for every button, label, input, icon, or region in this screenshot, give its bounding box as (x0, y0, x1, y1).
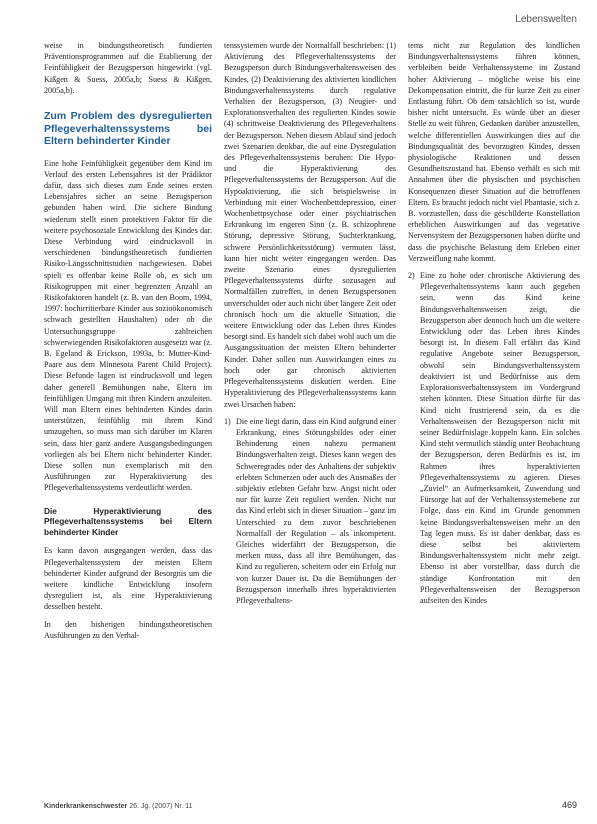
section-heading: Zum Problem des dysregulierten Pflegeverhaltenssystems bei Eltern behinderter Kinder (44, 110, 212, 148)
numbered-list (408, 270, 580, 606)
paragraph: tenssystemen wurde der Normalfall beschrieben: (1) Aktivierung des Pflegeverhaltenssystems der Bezugsperson durch Bindungsverhaltensweisen des Kindes, (2) Deaktivierung des aktivierten kindlichen Bindungsverhaltenssystems durch regulative Verhalten der Bezugsperson, (3) Neugier- und Explorationsverhalten des regulierten Kindes sowie (4) schrittweise Deaktivierung des Pflegeverhaltens der Bezugsperson. Neben diesem Ablauf sind jedoch zwei Szenarien denkbar, die auf eine Dysregulation des Pflegeverhaltenssystems beruhen: Die Hypo- und die Hyperaktivierung des Pflegeverhaltenssystems der Bezugsperson. Auf die Hypoaktivierung, die sich beispielsweise in Verbindung mit einer Wochenbettdepression, einer Wochenbettpsychose oder einer psychiatrischen Erkrankung im engeren Sinn (z. B. schizophrene Störung, depressive Störung, Suchterkrankung, schwere Persönlichkeitsstörung) vermuten lässt, kann hier nicht weiter eingegangen werden. Das zweite Szenario eines dysregulierten Pflegeverhaltenssystems dürfte sozusagen auf Normalfällen zutreffen, in denen Bezugspersonen unverschuldet oder auch nicht über längere Zeit oder chronisch hoch um die aktuelle Situation, die weitere Entwicklung oder das Leben ihres Kindes besorgt sind. Es handelt sich dabei wohl auch um die Ausgangssituation der meisten Eltern behinderter Kinder. Daher sollen nun Auswirkungen eines zu hoch oder gar chronisch aktivierten Pflegeverhaltenssystems diskutiert werden. Eine Hyperaktivierung des Pflegeverhaltenssystems kann zwei Ursachen haben: (224, 41, 396, 409)
article-body (44, 40, 580, 800)
list-item-text: Eine zu hohe oder chronische Aktivierung des Pflegeverhaltenssystems kann auch gegeben sein, wenn das Kind keine Bindungsverhaltensweisen zeigt, die Bezugsperson aber dennoch hoch um die weitere Entwicklung oder das Leben ihres Kindes besorgt ist. In diesem Fall erfährt das Kind regulative Angebote seiner Bezugsperson, obwohl sein Bindungsverhaltenssystem deaktiviert ist und Bedürfnisse aus dem Explorationsverhaltenssystem im Vordergrund stehen könnten. Diese Situation dürfte für das Kind nicht frustrierend sein, da es die Verhaltensweisen der Bezugsperson nicht mit seiner Bedürfnislage koppeln kann. Ein solches Kind steht vermutlich ständig unter Beobachtung der Bezugsperson, deren Bedürfnis es ist, im Rahmen ihres hyperaktivierten Pflegeverhaltenssystems zu agieren. Dieses „Zuviel“ an Aufmerksamkeit, Zuwendung und Fürsorge hat auf der Verhaltenssystemebene zur Folge, dass ein Kind im Grunde genommen keine Bindungsverhaltensweisen mehr an den Tag legen muss. Es ist daher denkbar, dass es diese selbst bei aktiviertem Bindungsverhaltenssystem nicht mehr zeigt. Ebenso ist aber vorstellbar, dass durch die ständige Konfrontation mit den Pflegeverhaltensweisen der Bezugsperson aufseiten des Kindes (420, 271, 580, 605)
list-item-text: Die eine liegt darin, dass ein Kind aufgrund einer Erkrankung, eines Störungsbildes oder einer Behinderung einen nahezu permanent Bindungsverhalten zeigt. Dieses kann wegen des Schweregrades oder des Anhaltens der subjektiv erlebten Schmerzen oder auch des Ausmaßes der subjektiv erlebten Gefahr bzw. Angst nicht oder nur für kurze Zeit reguliert werden. Nicht nur das Kind erlebt sich in dieser Situation – ganz im Unterschied zu dem zuvor beschriebenen Normalfall der Regulation – als inkompetent. Gleiches widerfährt der Bezugsperson, die merken muss, dass all ihre Bemühungen, das Kind zu regulieren, scheitern oder ein Erfolg nur von kurzer Dauer ist. Da die Bemühungen der Bezugsperson innerhalb ihres hyperaktivierten Pflegeverhaltens- (236, 416, 396, 605)
subsection-heading: Die Hyperaktivierung des Pflegeverhaltenssystems bei Eltern behinderter Kinder (44, 505, 212, 537)
paragraph: In den bisherigen bindungstheoretischen Ausführungen zu den Verhal- (44, 619, 212, 640)
column-3 (408, 40, 580, 800)
paragraph: Eine hohe Feinfühligkeit gegenüber dem Kind im Verlauf des ersten Lebensjahres ist der Prädiktor dafür, dass sich dieses zum Ende seines ersten Lebensjahres sicher an seine Bezugsperson gebunden haben wird. Die sichere Bindung wiederum stellt einen protektiven Faktor für die weitere psychosoziale Entwicklung des Kindes dar. Diese Verbindung wird eindrucksvoll in verschiedenen bindungstheoretisch fundierten Risiko-Längsschnittstudien nachgewiesen. Dabei spielt es offenbar keine Rolle ob, es sich um Risikogruppen mit einer begrenzten Anzahl an Risikofaktoren handelt (z. B. van den Boom, 1994, 1997: hochirritierbare Kinder aus sozioökonomisch schwach gestellten Haushalten) oder ob die Untersuchungsgruppe zahlreichen schwerwiegenden Risikofaktoren ausgesetzt war (z. B. Egeland & Erickson, 1993a, b: Mutter-Kind-Paare aus dem Minnesota Parent Child Project). Diese Befunde lagen ist eindrucksvoll und legen daher generell Bemühungen nahe, Eltern im feinfühligen Umgang mit ihren Kindern anzuleiten. Will man Eltern eines behinderten Kindes darin unterstützen, feinfühlig mit ihrem Kind umzugehen, so muss man sich darüber im Klaren sein, dass hier ganz andere Ausgangsbedingungen vorliegen als bei Eltern nicht behinderter Kinder. Diese sollen nun exemplarisch mit den Ausführungen zur Hyperaktivierung des Pflegeverhaltenssystems verdeutlicht werden. (44, 158, 212, 493)
paragraph: Es kann davon ausgegangen werden, dass das Pflegeverhaltenssystem der meisten Eltern behinderter Kinder aufgrund der Besorgnis um die weitere kindliche Entwicklung insofern dysreguliert ist, als eine Hyperaktivierung desselben besteht. (44, 546, 212, 612)
list-number: 1) (224, 416, 231, 426)
numbered-list (224, 416, 396, 606)
page-number: 469 (561, 800, 577, 810)
journal-citation (44, 803, 193, 810)
list-item (224, 416, 396, 606)
running-head: Lebenswelten (515, 14, 577, 25)
journal-issue: 26. Jg. (2007) Nr. 11 (129, 803, 193, 810)
page-footer (44, 800, 577, 810)
list-number: 2) (408, 271, 415, 281)
paragraph: tems nicht zur Regulation des kindlichen Bindungsverhaltenssystems führen können, verbleiben beide Verhaltenssysteme im Zustand hoher Aktivierung – mögliche weise bis eine Dekompensation eintritt, die für kurze Zeit zu einer Entlastung führt. Ob dem tatsächlich so ist, wurde bisher nicht untersucht. Es würde über an dieser Stelle zu weit führen, Gedanken darüber anzustellen, welche differentiellen Auswirkungen dies auf die Bindungsqualität des bevorzugten Kindes, dessen physiologische Reaktionen und dessen Gesundheitszustand hat. Ebenso verhält es sich mit Annahmen über die physischen und psychischen Konsequenzen dieser Situation auf die betroffenen Eltern. Es braucht jedoch nicht viel Phantasie, sich z. B. vorzustellen, dass die geschilderte Konstellation erheblichen Auswirkungen auf das vegetative Nervensystem der Bezugspersonen haben dürfte und dass die psychische Belastung dem Erleben einer Verzweiflung nahe kommt. (408, 41, 580, 263)
column-1 (44, 40, 212, 800)
list-item (408, 270, 580, 606)
column-2 (224, 40, 396, 800)
paragraph: weise in bindungstheoretisch fundierten Präventionsprogrammen auf die Etablierung der Feinfühligkeit der Bezugsperson hingewirkt (vgl. Kißgen & Suess, 2005a,b; Suess & Kißgen, 2005a,b). (44, 41, 212, 95)
journal-title: Kinderkrankenschwester (44, 803, 128, 810)
